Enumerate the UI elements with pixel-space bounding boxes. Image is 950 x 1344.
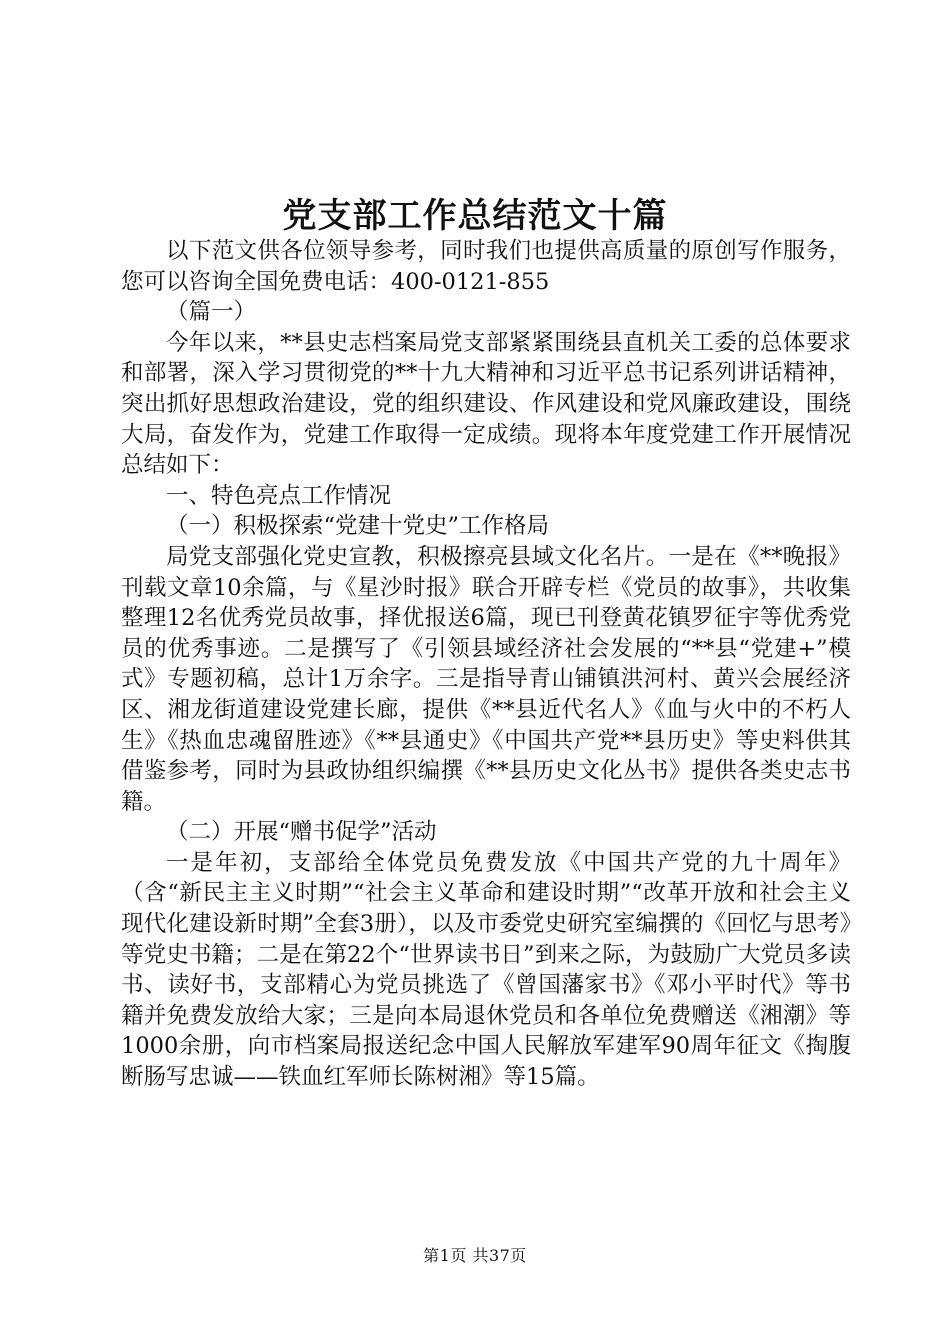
section-label: （篇一） — [166, 299, 257, 326]
body-paragraph: 局党支部强化党史宣教，积极擦亮县域文化名片。一是在《**晚报》刊载文章10余篇，与《星沙时报》联合开辟专栏《党员的故事》，共收集整理12名优秀党员故事，择优报送6篇，现已刊登黄花镇罗征宇等优秀党员的优秀事迹。二是撰写了《引领县域经济社会发展的“**县“党建+”模式》专题初稿，总计1万余字。三是指导青山铺镇洪河村、黄兴会展经济区、湘龙街道建设党建长廊，提供《**县近代名人》《血与火中的不朽人生》《热血忠魂留胜迹》《**县通史》《中国共产党**县历史》等史料供其借鉴参考，同时为县政协组织编撰《**县历史文化丛书》提供各类史志书籍。 — [121, 543, 851, 815]
subsection-heading: （一）积极探索“党建十党史”工作格局 — [166, 513, 550, 540]
section-heading: 一、特色亮点工作情况 — [166, 482, 392, 509]
page-number-footer: 第1页 共37页 — [423, 1246, 527, 1265]
page-title: 党支部工作总结范文十篇 — [282, 196, 668, 236]
subsection-heading: （二）开展“赠书促学”活动 — [166, 819, 437, 846]
body-paragraph: 一是年初，支部给全体党员免费发放《中国共产党的九十周年》（含“新民主主义时期”“社会主义革命和建设时期”“改革开放和社会主义现代化建设新时期”全套3册），以及市委党史研究室编撰的《回忆与思考》等党史书籍；二是在第22个“世界读书日”到来之际，为鼓励广大党员多读书、读好书，支部精心为党员挑选了《曾国藩家书》《邓小平时代》等书籍并免费发放给大家；三是向本局退休党员和各单位免费赠送《湘潮》等1000余册，向市档案局报送纪念中国人民解放军建军90周年征文《掏腹断肠写忠诚——铁血红军师长陈树湘》等15篇。 — [121, 849, 851, 1091]
body-paragraph: 今年以来，**县史志档案局党支部紧紧围绕县直机关工委的总体要求和部署，深入学习贯彻党的**十九大精神和习近平总书记系列讲话精神，突出抓好思想政治建设，党的组织建设、作风建设和党风廉政建设，围绕大局，奋发作为，党建工作取得一定成绩。现将本年度党建工作开展情况总结如下： — [121, 329, 851, 479]
intro-paragraph: 以下范文供各位领导参考，同时我们也提供高质量的原创写作服务，您可以咨询全国免费电话：400-0121-855 — [121, 238, 851, 295]
document-body — [121, 236, 851, 1093]
